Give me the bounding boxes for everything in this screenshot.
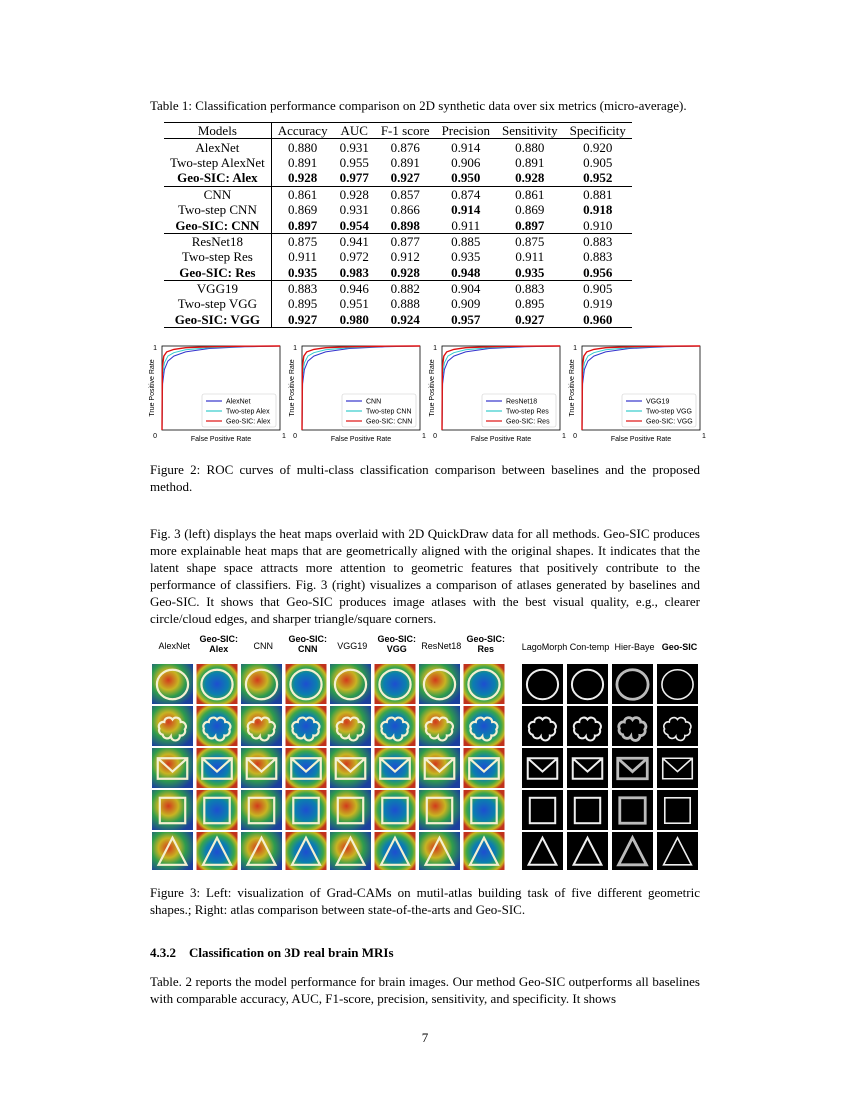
figure2-caption: Figure 2: ROC curves of multi-class classification comparison between baselines and the proposed method. (150, 462, 700, 494)
x-tick-label: 0 (153, 433, 157, 440)
gradcam-cell (197, 790, 238, 830)
gradcam-column-header: Geo-SIC: Alex (199, 634, 238, 654)
table-value-cell: 0.883 (583, 233, 613, 249)
y-axis-label: True Positive Rate (149, 359, 156, 417)
table-value-cell: 0.951 (339, 296, 369, 312)
table-value-cell: 0.911 (515, 249, 545, 265)
gradcam-cell (464, 790, 505, 830)
table-model-cell: CNN (203, 186, 232, 202)
table-value-cell: 0.957 (436, 312, 496, 328)
gradcam-cell (464, 664, 505, 704)
gradcam-cell (197, 832, 238, 870)
table-value-cell: 0.920 (583, 139, 613, 155)
table-value-cell: 0.861 (515, 186, 545, 202)
atlas-column-header: Con-temp (569, 642, 610, 652)
gradcam-column-header: AlexNet (158, 641, 190, 651)
atlas-cell (612, 706, 653, 746)
table-row (164, 139, 632, 155)
gradcam-cell (152, 790, 193, 830)
legend-entry: Two-step CNN (366, 408, 412, 416)
gradcam-cell (375, 832, 416, 870)
body-paragraph-brain: Table. 2 reports the model performance for brain images. Our method Geo-SIC outperforms all baselines with comparable accuracy, AUC, F1-score, precision, sensitivity, and specificity. It shows (150, 974, 700, 1006)
gradcam-cell (330, 706, 371, 746)
legend-entry: Geo-SIC: CNN (366, 418, 413, 426)
atlas-cell (657, 664, 698, 704)
table-value-cell: 0.895 (515, 296, 545, 312)
table-value-cell: 0.928 (496, 170, 564, 186)
table-row (164, 155, 632, 170)
table-model-cell: Two-step VGG (177, 296, 258, 312)
gradcam-cell (152, 664, 193, 704)
x-axis-label: False Positive Rate (330, 436, 392, 443)
table-value-cell: 0.980 (334, 312, 375, 328)
table-value-cell: 0.972 (339, 249, 369, 265)
atlas-cell (612, 832, 653, 870)
table-value-cell: 0.875 (515, 233, 545, 249)
gradcam-cell (375, 748, 416, 788)
table-row (164, 170, 632, 186)
legend-entry: Two-step Alex (226, 408, 270, 416)
x-tick-label: 1 (562, 433, 566, 440)
table-row (164, 265, 632, 281)
table-row (164, 312, 632, 328)
y-tick-label: 1 (573, 345, 577, 352)
roc-chart (429, 345, 566, 443)
table-row (164, 233, 632, 249)
table-value-cell: 0.882 (390, 281, 420, 297)
gradcam-cell (197, 748, 238, 788)
table-value-cell: 0.898 (375, 217, 436, 233)
table-header-cell: Specificity (564, 123, 632, 139)
table-value-cell: 0.911 (271, 249, 333, 264)
atlas-cell (612, 664, 653, 704)
table-value-cell: 0.883 (271, 280, 333, 296)
gradcam-cell (241, 706, 282, 746)
gradcam-cell (241, 832, 282, 870)
table-value-cell: 0.861 (271, 186, 333, 202)
table-header-cell: Accuracy (271, 123, 333, 139)
table-value-cell: 0.914 (451, 202, 481, 218)
atlas-column-header: Geo-SIC (661, 642, 698, 652)
table-value-cell: 0.909 (451, 296, 481, 312)
atlas-column-header: Hier-Baye (614, 642, 655, 652)
gradcam-cell (286, 832, 327, 870)
gradcam-column-header: VGG19 (337, 641, 368, 651)
x-tick-label: 0 (433, 433, 437, 440)
figure3-caption: Figure 3: Left: visualization of Grad-CAMs on mutil-atlas building task of five different geometric shapes.; Right: atlas comparison between state-of-the-arts and Geo-SIC. (150, 885, 700, 917)
atlas-cell (567, 832, 608, 870)
table-value-cell: 0.956 (564, 265, 632, 281)
gradcam-cell (464, 706, 505, 746)
table-value-cell: 0.880 (515, 139, 545, 155)
table-value-cell: 0.954 (334, 217, 375, 233)
table-header-cell: Models (164, 123, 271, 139)
legend-entry: Geo-SIC: VGG (646, 418, 693, 426)
gradcam-column-header: Geo-SIC: VGG (377, 634, 416, 654)
legend-entry: VGG19 (646, 398, 670, 406)
legend-entry: AlexNet (226, 398, 251, 406)
gradcam-cell (197, 706, 238, 746)
roc-chart (149, 345, 286, 443)
legend-entry: Two-step VGG (646, 408, 692, 416)
table-value-cell: 0.948 (436, 265, 496, 281)
gradcam-cell (419, 790, 460, 830)
gradcam-cell (464, 748, 505, 788)
table-value-cell: 0.919 (583, 296, 613, 312)
gradcam-cell (152, 832, 193, 870)
table-value-cell: 0.960 (564, 312, 632, 328)
table-row (164, 202, 632, 217)
y-tick-label: 1 (433, 345, 437, 352)
atlas-cell (612, 748, 653, 788)
table-value-cell: 0.904 (451, 281, 481, 297)
gradcam-cell (197, 664, 238, 704)
atlas-cell (657, 748, 698, 788)
table-model-cell: Geo-SIC: Res (164, 265, 271, 281)
gradcam-cell (241, 790, 282, 830)
roc-chart (289, 345, 426, 443)
table-value-cell: 0.881 (583, 186, 613, 202)
table-value-cell: 0.918 (583, 202, 613, 218)
table-value-cell: 0.952 (564, 170, 632, 186)
table-value-cell: 0.869 (271, 202, 333, 217)
table-value-cell: 0.880 (271, 139, 333, 155)
table-value-cell: 0.911 (436, 217, 496, 233)
table-value-cell: 0.927 (375, 170, 436, 186)
table-header-cell: F-1 score (375, 123, 436, 139)
table-value-cell: 0.874 (451, 186, 481, 202)
atlas-cell (657, 706, 698, 746)
table-value-cell: 0.897 (271, 217, 333, 233)
gradcam-cell (241, 748, 282, 788)
x-tick-label: 1 (702, 433, 706, 440)
atlas-cell (612, 790, 653, 830)
table-value-cell: 0.869 (515, 202, 545, 218)
atlas-cell (567, 748, 608, 788)
y-tick-label: 1 (293, 345, 297, 352)
table-header-cell: Precision (436, 123, 496, 139)
table1-caption: Table 1: Classification performance comparison on 2D synthetic data over six metrics (micro-average). (150, 98, 687, 113)
roc-figure (140, 338, 710, 450)
table-value-cell: 0.950 (436, 170, 496, 186)
table-value-cell: 0.935 (451, 249, 481, 265)
atlas-cell (522, 790, 563, 830)
atlas-cell (522, 832, 563, 870)
atlas-cell (522, 748, 563, 788)
x-tick-label: 0 (293, 433, 297, 440)
gradcam-column-header: Geo-SIC: CNN (288, 634, 327, 654)
table-model-cell: Two-step CNN (177, 202, 257, 218)
table-value-cell: 0.924 (375, 312, 436, 328)
gradcam-atlas-figure (150, 634, 702, 870)
gradcam-cell (286, 748, 327, 788)
table-value-cell: 0.905 (583, 281, 613, 297)
gradcam-cell (152, 748, 193, 788)
table-value-cell: 0.888 (390, 296, 420, 312)
section-heading (150, 945, 700, 961)
table-value-cell: 0.928 (375, 265, 436, 281)
table-value-cell: 0.927 (271, 312, 333, 328)
y-tick-label: 1 (153, 345, 157, 352)
results-table (164, 122, 632, 328)
table-value-cell: 0.895 (271, 296, 333, 311)
atlas-cell (522, 664, 563, 704)
gradcam-cell (419, 664, 460, 704)
atlas-cell (657, 790, 698, 830)
gradcam-cell (330, 748, 371, 788)
legend-entry: Two-step Res (506, 408, 549, 416)
atlas-cell (567, 790, 608, 830)
gradcam-cell (330, 664, 371, 704)
x-axis-label: False Positive Rate (610, 436, 672, 443)
gradcam-cell (375, 664, 416, 704)
table-value-cell: 0.885 (451, 233, 481, 249)
section-number: 4.3.2 (150, 945, 176, 960)
atlas-cell (657, 832, 698, 870)
legend-entry: CNN (366, 398, 382, 406)
y-axis-label: True Positive Rate (429, 359, 436, 417)
x-tick-label: 0 (573, 433, 577, 440)
table-value-cell: 0.946 (339, 281, 369, 297)
table-model-cell: Geo-SIC: VGG (164, 312, 271, 328)
x-tick-label: 1 (422, 433, 426, 440)
table-model-cell: Geo-SIC: Alex (164, 170, 271, 186)
table-header-row (164, 123, 632, 139)
gradcam-cell (241, 664, 282, 704)
table-value-cell: 0.955 (339, 154, 369, 170)
table-value-cell: 0.905 (583, 154, 613, 170)
body-paragraph-heatmaps: Fig. 3 (left) displays the heat maps overlaid with 2D QuickDraw data for all methods. Geo-SIC produces more explainable heat maps that are geometrically aligned with the original shapes. It indicates that the latent shape space attracts more attention to geometric features that positively contribute to the performance of classifiers. Fig. 3 (right) visualizes a comparison of atlases generated by baselines and Geo-SIC. It shows that Geo-SIC produces image atlases with the best visual quality, e.g., clearer circle/cloud edges, and sharper triangle/square corners. (150, 526, 700, 626)
table-model-cell: VGG19 (196, 281, 238, 297)
figure3-grid (150, 664, 702, 870)
gradcam-column-header: Geo-SIC: Res (466, 634, 505, 654)
table-value-cell: 0.891 (515, 154, 545, 170)
x-tick-label: 1 (282, 433, 286, 440)
table-model-cell: Two-step AlexNet (170, 154, 265, 170)
gradcam-cell (419, 748, 460, 788)
table-value-cell: 0.891 (271, 155, 333, 170)
gradcam-cell (375, 706, 416, 746)
table-value-cell: 0.891 (390, 154, 420, 170)
x-axis-label: False Positive Rate (470, 436, 532, 443)
table-value-cell: 0.928 (339, 186, 369, 202)
table-value-cell: 0.883 (515, 281, 545, 297)
roc-chart (569, 345, 706, 443)
atlas-cell (567, 706, 608, 746)
atlas-column-header: LagoMorph (521, 642, 568, 652)
page-number: 7 (421, 1030, 429, 1045)
table-value-cell: 0.883 (583, 249, 613, 265)
table-model-cell: Two-step Res (181, 249, 253, 265)
gradcam-cell (330, 832, 371, 870)
table-value-cell: 0.983 (334, 265, 375, 281)
legend-entry: ResNet18 (506, 398, 538, 406)
gradcam-cell (419, 832, 460, 870)
table-model-cell: AlexNet (195, 139, 240, 155)
table-value-cell: 0.977 (334, 170, 375, 186)
atlas-cell (567, 664, 608, 704)
table-value-cell: 0.877 (390, 233, 420, 249)
table-header-cell: AUC (334, 123, 375, 139)
y-axis-label: True Positive Rate (289, 359, 296, 417)
gradcam-column-header: CNN (253, 641, 273, 651)
gradcam-cell (286, 664, 327, 704)
gradcam-column-header: ResNet18 (421, 641, 462, 651)
table-value-cell: 0.935 (271, 265, 333, 281)
table-value-cell: 0.914 (451, 139, 481, 155)
table-value-cell: 0.857 (390, 186, 420, 202)
gradcam-cell (152, 706, 193, 746)
table-value-cell: 0.875 (271, 233, 333, 249)
gradcam-cell (286, 790, 327, 830)
table-value-cell: 0.906 (451, 154, 481, 170)
table-value-cell: 0.866 (390, 202, 420, 218)
gradcam-cell (330, 790, 371, 830)
table-row (164, 280, 632, 296)
table-value-cell: 0.935 (496, 265, 564, 281)
y-axis-label: True Positive Rate (569, 359, 576, 417)
table-value-cell: 0.931 (339, 202, 369, 218)
gradcam-cell (286, 706, 327, 746)
table-value-cell: 0.931 (339, 139, 369, 155)
table-value-cell: 0.927 (496, 312, 564, 328)
table-value-cell: 0.876 (390, 139, 420, 155)
x-axis-label: False Positive Rate (190, 436, 252, 443)
table-value-cell: 0.910 (564, 217, 632, 233)
table-value-cell: 0.928 (271, 170, 333, 186)
table-row (164, 217, 632, 233)
legend-entry: Geo-SIC: Res (506, 418, 550, 426)
table-value-cell: 0.897 (496, 217, 564, 233)
gradcam-cell (464, 832, 505, 870)
atlas-cell (522, 706, 563, 746)
table-model-cell: ResNet18 (191, 233, 244, 249)
gradcam-cell (419, 706, 460, 746)
table-row (164, 249, 632, 264)
table-model-cell: Geo-SIC: CNN (164, 217, 271, 233)
section-title: Classification on 3D real brain MRIs (189, 945, 394, 960)
table-value-cell: 0.912 (390, 249, 420, 265)
table-row (164, 296, 632, 311)
legend-entry: Geo-SIC: Alex (226, 418, 271, 426)
gradcam-cell (375, 790, 416, 830)
table-value-cell: 0.941 (339, 233, 369, 249)
table-header-cell: Sensitivity (496, 123, 564, 139)
table-row (164, 186, 632, 202)
